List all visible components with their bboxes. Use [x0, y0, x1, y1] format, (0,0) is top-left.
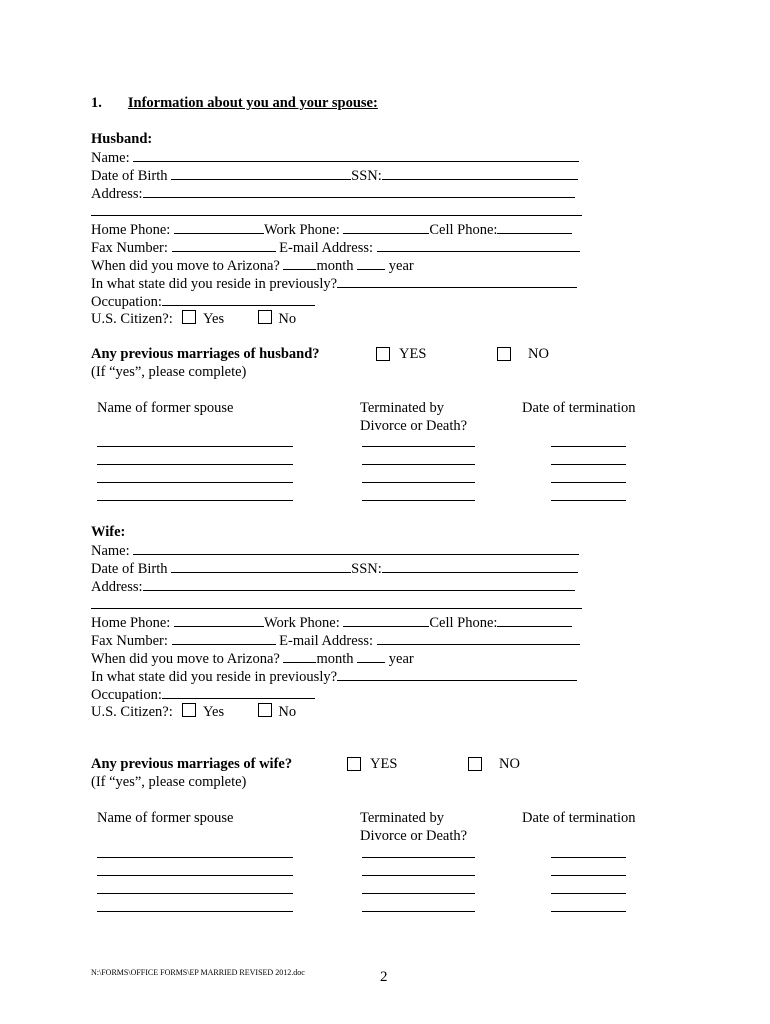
- wife-email-field[interactable]: [377, 631, 580, 645]
- wife-ssn-field[interactable]: [382, 559, 578, 573]
- husband-citizen-yes-checkbox[interactable]: [182, 310, 196, 324]
- husband-prev-marriages-yes-label: YES: [399, 346, 427, 362]
- husband-terminated-field-4[interactable]: [362, 500, 475, 501]
- husband-home-phone-label: Home Phone:: [91, 222, 171, 238]
- wife-dob-label: Date of Birth: [91, 561, 168, 577]
- husband-name-field[interactable]: [133, 148, 579, 162]
- wife-cell-phone-field[interactable]: [497, 613, 572, 627]
- wife-prev-marriages-label: Any previous marriages of wife?: [91, 756, 293, 772]
- wife-former-spouse-field-4[interactable]: [97, 911, 293, 912]
- husband-col-former-spouse: Name of former spouse: [97, 400, 234, 416]
- husband-address-line-2[interactable]: [91, 215, 582, 216]
- wife-citizen-row: [91, 703, 296, 721]
- wife-occupation-row: [91, 685, 315, 703]
- husband-former-spouse-field-1[interactable]: [97, 446, 293, 447]
- husband-former-spouse-field-3[interactable]: [97, 482, 293, 483]
- husband-move-month-field[interactable]: [283, 256, 316, 270]
- husband-year-label: year: [388, 258, 414, 274]
- husband-prev-marriages-no-label: NO: [528, 346, 549, 362]
- wife-fax-field[interactable]: [172, 631, 276, 645]
- husband-ssn-field[interactable]: [382, 166, 578, 180]
- wife-address-label: Address:: [91, 579, 143, 595]
- wife-prev-marriages-no-label: NO: [499, 756, 520, 772]
- husband-month-label: month: [316, 258, 354, 274]
- wife-date-field-3[interactable]: [551, 893, 626, 894]
- husband-col-terminated-2: Divorce or Death?: [360, 418, 468, 434]
- husband-occupation-label: Occupation:: [91, 294, 162, 310]
- husband-occupation-row: [91, 292, 315, 310]
- wife-name-label: Name:: [91, 543, 130, 559]
- wife-prev-marriages-yes-label: YES: [370, 756, 398, 772]
- husband-citizen-no-checkbox[interactable]: [258, 310, 272, 324]
- wife-former-spouse-field-3[interactable]: [97, 893, 293, 894]
- husband-date-field-2[interactable]: [551, 464, 626, 465]
- husband-col-date-termination: Date of termination: [522, 400, 636, 416]
- footer-file-path: N:\FORMS\OFFICE FORMS\EP MARRIED REVISED 2012.doc: [91, 968, 305, 977]
- husband-fax-field[interactable]: [172, 238, 276, 252]
- husband-move-row: [91, 256, 414, 274]
- husband-work-phone-field[interactable]: [343, 220, 429, 234]
- wife-home-phone-label: Home Phone:: [91, 615, 171, 631]
- wife-prev-state-row: [91, 667, 577, 685]
- wife-address-line-2[interactable]: [91, 608, 582, 609]
- husband-col-terminated-1: Terminated by: [360, 400, 444, 416]
- husband-address-field[interactable]: [143, 184, 575, 198]
- wife-col-terminated-1: Terminated by: [360, 810, 444, 826]
- wife-prev-marriages-no-checkbox[interactable]: [468, 757, 482, 771]
- husband-ssn-label: SSN:: [351, 168, 382, 184]
- wife-citizen-no-label: No: [278, 704, 297, 720]
- wife-former-spouse-field-2[interactable]: [97, 875, 293, 876]
- wife-work-phone-label: Work Phone:: [263, 615, 340, 631]
- wife-terminated-field-4[interactable]: [362, 911, 475, 912]
- wife-work-phone-field[interactable]: [343, 613, 429, 627]
- wife-date-field-1[interactable]: [551, 857, 626, 858]
- wife-terminated-field-3[interactable]: [362, 893, 475, 894]
- wife-move-year-field[interactable]: [357, 649, 385, 663]
- husband-prev-marriages-yes-checkbox[interactable]: [376, 347, 390, 361]
- husband-move-label: When did you move to Arizona?: [91, 258, 280, 274]
- husband-heading: Husband:: [91, 131, 153, 147]
- wife-fax-row: [91, 631, 580, 649]
- wife-prev-marriages-yes-checkbox[interactable]: [347, 757, 361, 771]
- husband-prev-state-label: In what state did you reside in previously?: [91, 276, 338, 292]
- husband-name-row: [91, 148, 579, 166]
- wife-citizen-yes-checkbox[interactable]: [182, 703, 196, 717]
- wife-move-month-field[interactable]: [283, 649, 316, 663]
- wife-move-label: When did you move to Arizona?: [91, 651, 280, 667]
- wife-col-terminated-2: Divorce or Death?: [360, 828, 468, 844]
- husband-dob-field[interactable]: [171, 166, 351, 180]
- husband-citizen-no-label: No: [278, 311, 297, 327]
- wife-cell-phone-label: Cell Phone:: [429, 615, 498, 631]
- wife-ssn-label: SSN:: [351, 561, 382, 577]
- wife-prev-state-label: In what state did you reside in previously?: [91, 669, 338, 685]
- wife-dob-row: [91, 559, 578, 577]
- husband-name-label: Name:: [91, 150, 130, 166]
- wife-former-spouse-field-1[interactable]: [97, 857, 293, 858]
- husband-email-label: E-mail Address:: [279, 240, 374, 256]
- husband-email-field[interactable]: [377, 238, 580, 252]
- section-number: 1.: [91, 95, 102, 111]
- wife-citizen-yes-label: Yes: [203, 704, 225, 720]
- wife-if-yes-note: (If “yes”, please complete): [91, 774, 247, 790]
- husband-fax-label: Fax Number:: [91, 240, 168, 256]
- husband-prev-marriages-label: Any previous marriages of husband?: [91, 346, 320, 362]
- husband-former-spouse-field-2[interactable]: [97, 464, 293, 465]
- husband-cell-phone-field[interactable]: [497, 220, 572, 234]
- wife-citizen-label: U.S. Citizen?:: [91, 704, 173, 720]
- husband-move-year-field[interactable]: [357, 256, 385, 270]
- section-heading: [91, 94, 378, 112]
- husband-date-field-1[interactable]: [551, 446, 626, 447]
- husband-former-spouse-field-4[interactable]: [97, 500, 293, 501]
- husband-phones-row: [91, 220, 572, 238]
- wife-month-label: month: [316, 651, 354, 667]
- wife-col-date-termination: Date of termination: [522, 810, 636, 826]
- husband-terminated-field-2[interactable]: [362, 464, 475, 465]
- wife-move-row: [91, 649, 414, 667]
- wife-date-field-4[interactable]: [551, 911, 626, 912]
- husband-home-phone-field[interactable]: [174, 220, 264, 234]
- wife-terminated-field-1[interactable]: [362, 857, 475, 858]
- husband-citizen-yes-label: Yes: [203, 311, 225, 327]
- page-number: 2: [380, 969, 388, 985]
- section-title: Information about you and your spouse: [127, 95, 373, 111]
- husband-prev-state-row: [91, 274, 577, 292]
- husband-date-field-4[interactable]: [551, 500, 626, 501]
- wife-occupation-field[interactable]: [162, 685, 315, 699]
- husband-occupation-field[interactable]: [162, 292, 315, 306]
- husband-date-field-3[interactable]: [551, 482, 626, 483]
- husband-citizen-row: [91, 310, 296, 328]
- wife-fax-label: Fax Number:: [91, 633, 168, 649]
- husband-terminated-field-3[interactable]: [362, 482, 475, 483]
- wife-address-field[interactable]: [143, 577, 575, 591]
- husband-citizen-label: U.S. Citizen?:: [91, 311, 173, 327]
- wife-dob-field[interactable]: [171, 559, 351, 573]
- wife-date-field-2[interactable]: [551, 875, 626, 876]
- husband-dob-label: Date of Birth: [91, 168, 168, 184]
- wife-terminated-field-2[interactable]: [362, 875, 475, 876]
- wife-year-label: year: [388, 651, 414, 667]
- husband-terminated-field-1[interactable]: [362, 446, 475, 447]
- wife-prev-state-field[interactable]: [337, 667, 577, 681]
- wife-home-phone-field[interactable]: [174, 613, 264, 627]
- husband-dob-row: [91, 166, 578, 184]
- wife-col-former-spouse: Name of former spouse: [97, 810, 234, 826]
- husband-if-yes-note: (If “yes”, please complete): [91, 364, 247, 380]
- husband-prev-marriages-no-checkbox[interactable]: [497, 347, 511, 361]
- wife-heading: Wife:: [91, 524, 126, 540]
- wife-name-row: [91, 541, 579, 559]
- wife-address-row: [91, 577, 575, 595]
- wife-name-field[interactable]: [133, 541, 579, 555]
- husband-fax-row: [91, 238, 580, 256]
- husband-prev-state-field[interactable]: [337, 274, 577, 288]
- wife-email-label: E-mail Address:: [279, 633, 374, 649]
- husband-work-phone-label: Work Phone:: [263, 222, 340, 238]
- wife-occupation-label: Occupation:: [91, 687, 162, 703]
- husband-cell-phone-label: Cell Phone:: [429, 222, 498, 238]
- wife-phones-row: [91, 613, 572, 631]
- husband-address-label: Address:: [91, 186, 143, 202]
- section-title-suffix: :: [372, 95, 378, 111]
- wife-citizen-no-checkbox[interactable]: [258, 703, 272, 717]
- husband-address-row: [91, 184, 575, 202]
